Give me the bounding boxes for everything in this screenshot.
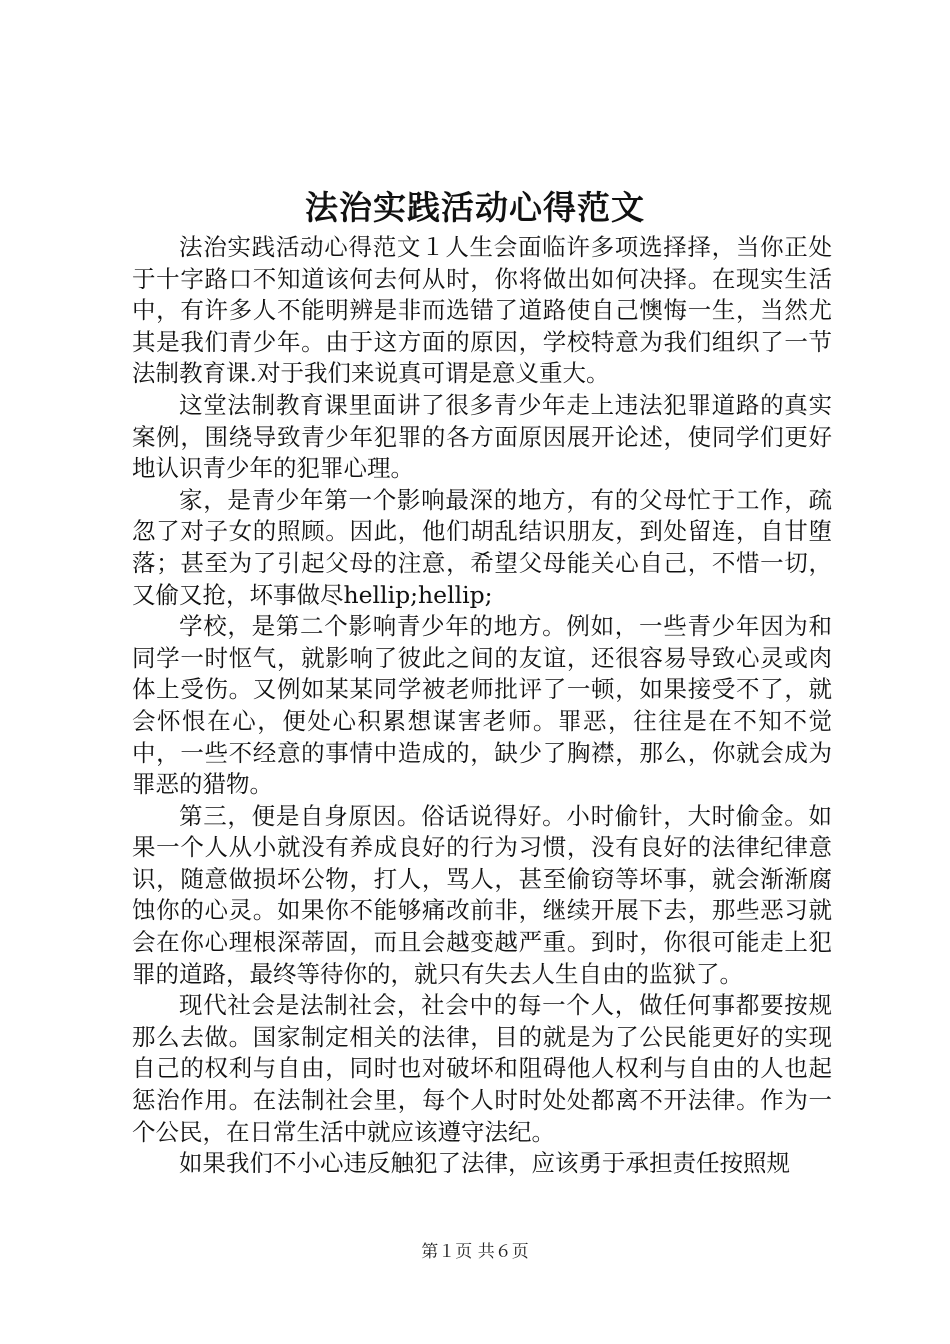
paragraph: 如果我们不小心违反触犯了法律，应该勇于承担责任按照规 — [179, 1149, 790, 1178]
paragraph: 这堂法制教育课里面讲了很多青少年走上违法犯罪道路的真实案例，围绕导致青少年犯罪的各方面原因展开论述，使同学们更好地认识青少年的犯罪心理。 — [132, 390, 832, 483]
paragraph: 第三，便是自身原因。俗话说得好。小时偷针，大时偷金。如果一个人从小就没有养成良好的行为习惯，没有良好的法律纪律意识，随意做损坏公物，打人，骂人，甚至偷窃等坏事，就会渐渐腐蚀你的心灵。如果你不能够痛改前非，继续开展下去，那些恶习就会在你心理根深蒂固，而且会越变越严重。到时，你很可能走上犯罪的道路，最终等待你的，就只有失去人生自由的监狱了。 — [132, 801, 832, 988]
paragraph: 学校，是第二个影响青少年的地方。例如，一些青少年因为和同学一时怄气，就影响了彼此之间的友谊，还很容易导致心灵或肉体上受伤。又例如某某同学被老师批评了一顿，如果接受不了，就会怀恨在心，便处心积累想谋害老师。罪恶，往往是在不知不觉中，一些不经意的事情中造成的，缺少了胸襟，那么，你就会成为罪恶的猎物。 — [132, 612, 832, 799]
paragraph: 法治实践活动心得范文１人生会面临许多项选择择，当你正处于十字路口不知道该何去何从时，你将做出如何决择。在现实生活中，有许多人不能明辨是非而选错了道路使自己懊悔一生，当然尤其是我们青少年。由于这方面的原因，学校特意为我们组织了一节法制教育课.对于我们来说真可谓是意义重大。 — [132, 233, 832, 388]
document-body — [132, 232, 832, 1180]
paragraph: 家，是青少年第一个影响最深的地方，有的父母忙于工作，疏忽了对子女的照顾。因此，他们胡乱结识朋友，到处留连，自甘堕落；甚至为了引起父母的注意，希望父母能关心自己，不惜一切，又偷又抢，坏事做尽hellip;hellip; — [132, 485, 832, 609]
page-number-footer: 第１页 共６页 — [421, 1242, 529, 1262]
paragraph: 现代社会是法制社会，社会中的每一个人，做任何事都要按规那么去做。国家制定相关的法律，目的就是为了公民能更好的实现自己的权利与自由，同时也对破坏和阻碍他人权利与自由的人也起惩治作用。在法制社会里，每个人时时处处都离不开法律。作为一个公民，在日常生活中就应该遵守法纪。 — [132, 991, 832, 1146]
document-title: 法治实践活动心得范文 — [305, 188, 645, 227]
